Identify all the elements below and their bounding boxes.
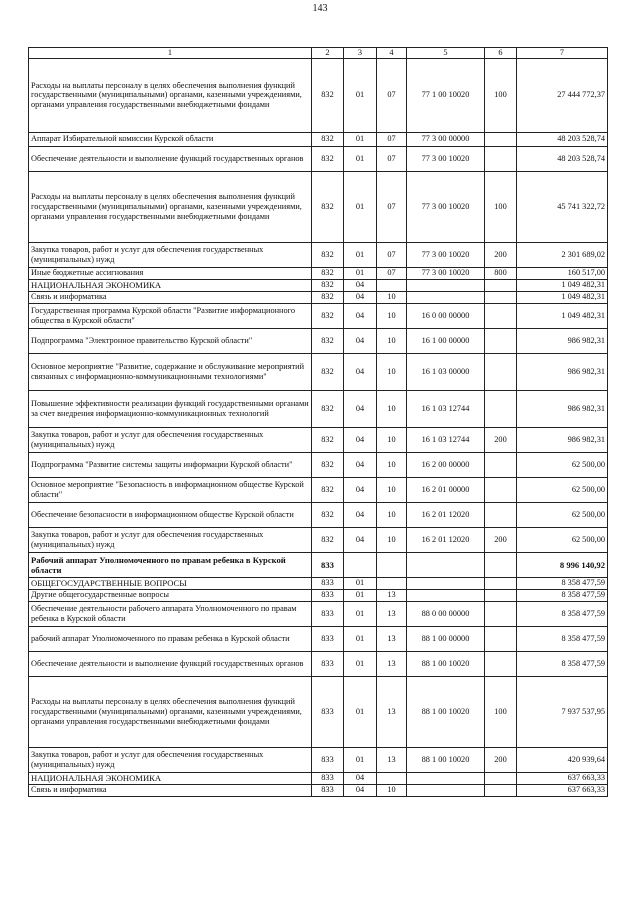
row-target: 77 1 00 10020 (407, 58, 485, 132)
row-target: 16 1 03 00000 (407, 353, 485, 390)
row-ved: 832 (312, 58, 344, 132)
row-expense-type (485, 784, 517, 796)
row-target (407, 589, 485, 601)
row-subsection: 13 (377, 676, 407, 747)
row-section: 04 (344, 527, 377, 552)
row-subsection: 07 (377, 242, 407, 267)
row-amount: 7 937 537,95 (517, 676, 608, 747)
header-cell: 5 (407, 48, 485, 59)
row-section: 04 (344, 353, 377, 390)
row-ved: 832 (312, 427, 344, 452)
row-target (407, 279, 485, 291)
row-target: 16 2 01 12020 (407, 502, 485, 527)
row-ved: 833 (312, 626, 344, 651)
row-section: 04 (344, 328, 377, 353)
row-expense-type: 200 (485, 427, 517, 452)
row-amount: 8 358 477,59 (517, 589, 608, 601)
row-target: 16 0 00 00000 (407, 303, 485, 328)
table-row (29, 353, 608, 390)
row-ved: 832 (312, 303, 344, 328)
row-amount: 8 358 477,59 (517, 601, 608, 626)
row-section: 01 (344, 146, 377, 171)
row-subsection: 10 (377, 291, 407, 303)
row-amount: 420 939,64 (517, 747, 608, 772)
table-row (29, 427, 608, 452)
row-section: 04 (344, 427, 377, 452)
row-amount: 637 663,33 (517, 772, 608, 784)
row-target: 88 1 00 10020 (407, 676, 485, 747)
table-row (29, 651, 608, 676)
row-section: 04 (344, 772, 377, 784)
row-ved: 832 (312, 390, 344, 427)
row-subsection (377, 772, 407, 784)
row-target: 77 3 00 00000 (407, 132, 485, 146)
row-subsection (377, 279, 407, 291)
row-name: Закупка товаров, работ и услуг для обеспечения государственных (муниципальных) нужд (29, 242, 312, 267)
row-subsection: 10 (377, 784, 407, 796)
row-amount: 1 049 482,31 (517, 303, 608, 328)
table-row (29, 577, 608, 589)
row-name: рабочий аппарат Уполномоченного по правам ребенка в Курской области (29, 626, 312, 651)
row-subsection: 07 (377, 171, 407, 242)
row-amount: 986 982,31 (517, 353, 608, 390)
row-subsection: 10 (377, 390, 407, 427)
row-target: 16 2 00 00000 (407, 452, 485, 477)
row-name: Закупка товаров, работ и услуг для обеспечения государственных (муниципальных) нужд (29, 527, 312, 552)
row-section: 04 (344, 390, 377, 427)
row-ved: 833 (312, 651, 344, 676)
row-target: 77 3 00 10020 (407, 171, 485, 242)
row-name: Связь и информатика (29, 291, 312, 303)
row-expense-type: 800 (485, 267, 517, 279)
row-expense-type: 200 (485, 527, 517, 552)
row-target: 77 3 00 10020 (407, 242, 485, 267)
row-name: Основное мероприятие "Безопасность в информационном обществе Курской области" (29, 477, 312, 502)
row-expense-type (485, 353, 517, 390)
row-expense-type (485, 279, 517, 291)
row-subsection: 13 (377, 626, 407, 651)
row-subsection: 10 (377, 452, 407, 477)
table-row (29, 601, 608, 626)
row-ved: 832 (312, 353, 344, 390)
row-name: Государственная программа Курской области "Развитие информационного общества в Курской области" (29, 303, 312, 328)
header-row (29, 48, 608, 59)
row-ved: 832 (312, 279, 344, 291)
row-section: 01 (344, 58, 377, 132)
table-row (29, 784, 608, 796)
table-row (29, 146, 608, 171)
table-row (29, 171, 608, 242)
row-target: 16 1 03 12744 (407, 427, 485, 452)
row-amount: 8 996 140,92 (517, 552, 608, 577)
row-expense-type (485, 772, 517, 784)
row-ved: 832 (312, 328, 344, 353)
row-ved: 833 (312, 747, 344, 772)
row-subsection: 07 (377, 146, 407, 171)
row-target: 88 1 00 00000 (407, 626, 485, 651)
row-expense-type: 100 (485, 58, 517, 132)
row-name: Рабочий аппарат Уполномоченного по правам ребенка в Курской области (29, 552, 312, 577)
row-target (407, 784, 485, 796)
row-amount: 27 444 772,37 (517, 58, 608, 132)
row-ved: 832 (312, 171, 344, 242)
row-amount: 1 049 482,31 (517, 279, 608, 291)
row-ved: 832 (312, 527, 344, 552)
row-section: 01 (344, 601, 377, 626)
row-expense-type: 100 (485, 171, 517, 242)
row-name: ОБЩЕГОСУДАРСТВЕННЫЕ ВОПРОСЫ (29, 577, 312, 589)
row-section: 04 (344, 291, 377, 303)
row-amount: 48 203 528,74 (517, 132, 608, 146)
row-amount: 62 500,00 (517, 477, 608, 502)
table-row (29, 502, 608, 527)
row-expense-type: 200 (485, 242, 517, 267)
table-row (29, 477, 608, 502)
row-expense-type (485, 146, 517, 171)
row-expense-type (485, 601, 517, 626)
row-amount: 8 358 477,59 (517, 577, 608, 589)
row-ved: 832 (312, 502, 344, 527)
row-ved: 833 (312, 577, 344, 589)
row-section: 01 (344, 267, 377, 279)
row-expense-type (485, 577, 517, 589)
row-amount: 160 517,00 (517, 267, 608, 279)
header-cell: 3 (344, 48, 377, 59)
row-subsection: 13 (377, 651, 407, 676)
table-row (29, 132, 608, 146)
table-body (29, 58, 608, 796)
row-target (407, 772, 485, 784)
row-expense-type: 100 (485, 676, 517, 747)
row-subsection: 13 (377, 747, 407, 772)
row-amount: 62 500,00 (517, 452, 608, 477)
row-target: 16 1 03 12744 (407, 390, 485, 427)
row-name: Расходы на выплаты персоналу в целях обеспечения выполнения функций государственными (муниципальными) органами, казенными учреждениями, органами управления государственными внебюджетными фондами (29, 676, 312, 747)
row-name: Подпрограмма "Развитие системы защиты информации Курской области" (29, 452, 312, 477)
table-row (29, 452, 608, 477)
row-amount: 62 500,00 (517, 527, 608, 552)
table-row (29, 328, 608, 353)
row-subsection: 07 (377, 58, 407, 132)
row-section: 04 (344, 279, 377, 291)
row-name: Закупка товаров, работ и услуг для обеспечения государственных (муниципальных) нужд (29, 427, 312, 452)
row-name: Иные бюджетные ассигнования (29, 267, 312, 279)
row-expense-type (485, 552, 517, 577)
row-subsection: 10 (377, 502, 407, 527)
row-name: Другие общегосударственные вопросы (29, 589, 312, 601)
row-ved: 832 (312, 477, 344, 502)
row-subsection: 10 (377, 427, 407, 452)
table-row (29, 626, 608, 651)
row-section: 01 (344, 242, 377, 267)
row-name: Подпрограмма "Электронное правительство Курской области" (29, 328, 312, 353)
row-target: 77 3 00 10020 (407, 146, 485, 171)
row-ved: 833 (312, 784, 344, 796)
table-row (29, 279, 608, 291)
row-ved: 833 (312, 589, 344, 601)
row-name: НАЦИОНАЛЬНАЯ ЭКОНОМИКА (29, 279, 312, 291)
row-amount: 986 982,31 (517, 427, 608, 452)
row-ved: 833 (312, 552, 344, 577)
row-target (407, 577, 485, 589)
row-target: 77 3 00 10020 (407, 267, 485, 279)
row-target: 88 0 00 00000 (407, 601, 485, 626)
row-target (407, 291, 485, 303)
header-cell: 2 (312, 48, 344, 59)
row-expense-type (485, 477, 517, 502)
row-subsection: 10 (377, 303, 407, 328)
row-ved: 833 (312, 676, 344, 747)
row-ved: 832 (312, 291, 344, 303)
row-amount: 8 358 477,59 (517, 651, 608, 676)
row-amount: 637 663,33 (517, 784, 608, 796)
row-expense-type (485, 291, 517, 303)
header-cell: 7 (517, 48, 608, 59)
row-subsection: 07 (377, 267, 407, 279)
row-expense-type (485, 502, 517, 527)
table-row (29, 676, 608, 747)
row-subsection: 07 (377, 132, 407, 146)
row-subsection (377, 577, 407, 589)
row-target (407, 552, 485, 577)
row-ved: 833 (312, 772, 344, 784)
row-subsection: 10 (377, 527, 407, 552)
row-amount: 62 500,00 (517, 502, 608, 527)
row-section: 04 (344, 452, 377, 477)
row-name: Основное мероприятие "Развитие, содержание и обслуживание мероприятий связанных с информационно-коммуникационными технологиями" (29, 353, 312, 390)
row-amount: 986 982,31 (517, 328, 608, 353)
row-expense-type (485, 626, 517, 651)
row-section: 01 (344, 747, 377, 772)
row-ved: 833 (312, 601, 344, 626)
row-target: 16 2 01 12020 (407, 527, 485, 552)
row-section: 01 (344, 626, 377, 651)
row-expense-type (485, 452, 517, 477)
row-expense-type (485, 132, 517, 146)
row-target: 88 1 00 10020 (407, 651, 485, 676)
table-row (29, 242, 608, 267)
budget-table (28, 47, 608, 797)
row-section: 01 (344, 651, 377, 676)
row-subsection: 10 (377, 353, 407, 390)
row-target: 16 2 01 00000 (407, 477, 485, 502)
row-name: Аппарат Избирательной комиссии Курской области (29, 132, 312, 146)
row-section: 04 (344, 477, 377, 502)
row-expense-type (485, 651, 517, 676)
row-amount: 48 203 528,74 (517, 146, 608, 171)
row-subsection: 10 (377, 477, 407, 502)
row-ved: 832 (312, 267, 344, 279)
row-name: Обеспечение деятельности и выполнение функций государственных органов (29, 146, 312, 171)
row-section: 01 (344, 577, 377, 589)
row-name: НАЦИОНАЛЬНАЯ ЭКОНОМИКА (29, 772, 312, 784)
row-expense-type (485, 589, 517, 601)
table-row (29, 772, 608, 784)
page-number: 143 (312, 3, 328, 14)
row-expense-type (485, 303, 517, 328)
row-amount: 1 049 482,31 (517, 291, 608, 303)
table-row (29, 527, 608, 552)
row-name: Связь и информатика (29, 784, 312, 796)
row-subsection: 10 (377, 328, 407, 353)
row-target: 16 1 00 00000 (407, 328, 485, 353)
row-ved: 832 (312, 146, 344, 171)
row-expense-type (485, 328, 517, 353)
row-name: Закупка товаров, работ и услуг для обеспечения государственных (муниципальных) нужд (29, 747, 312, 772)
table-row (29, 552, 608, 577)
row-subsection (377, 552, 407, 577)
row-amount: 2 301 689,02 (517, 242, 608, 267)
row-section: 01 (344, 171, 377, 242)
row-name: Обеспечение деятельности рабочего аппарата Уполномоченного по правам ребенка в Курской области (29, 601, 312, 626)
row-amount: 986 982,31 (517, 390, 608, 427)
table-row (29, 747, 608, 772)
row-name: Расходы на выплаты персоналу в целях обеспечения выполнения функций государственными (муниципальными) органами, казенными учреждениями, органами управления государственными внебюджетными фондами (29, 58, 312, 132)
row-name: Расходы на выплаты персоналу в целях обеспечения выполнения функций государственными (муниципальными) органами, казенными учреждениями, органами управления государственными внебюджетными фондами (29, 171, 312, 242)
row-name: Обеспечение безопасности в информационном обществе Курской области (29, 502, 312, 527)
header-cell: 1 (29, 48, 312, 59)
row-section (344, 552, 377, 577)
table-row (29, 390, 608, 427)
table-row (29, 58, 608, 132)
row-target: 88 1 00 10020 (407, 747, 485, 772)
row-section: 04 (344, 784, 377, 796)
header-cell: 6 (485, 48, 517, 59)
table-row (29, 291, 608, 303)
row-ved: 832 (312, 132, 344, 146)
table-row (29, 303, 608, 328)
row-section: 04 (344, 303, 377, 328)
row-section: 04 (344, 502, 377, 527)
table-row (29, 267, 608, 279)
row-expense-type (485, 390, 517, 427)
table-row (29, 589, 608, 601)
row-section: 01 (344, 676, 377, 747)
row-name: Обеспечение деятельности и выполнение функций государственных органов (29, 651, 312, 676)
row-section: 01 (344, 589, 377, 601)
row-subsection: 13 (377, 589, 407, 601)
row-amount: 8 358 477,59 (517, 626, 608, 651)
row-amount: 45 741 322,72 (517, 171, 608, 242)
row-name: Повышение эффективности реализации функций государственными органами за счет внедрения информационно-коммуникационных технологий (29, 390, 312, 427)
row-expense-type: 200 (485, 747, 517, 772)
row-ved: 832 (312, 452, 344, 477)
header-cell: 4 (377, 48, 407, 59)
row-subsection: 13 (377, 601, 407, 626)
row-ved: 832 (312, 242, 344, 267)
row-section: 01 (344, 132, 377, 146)
